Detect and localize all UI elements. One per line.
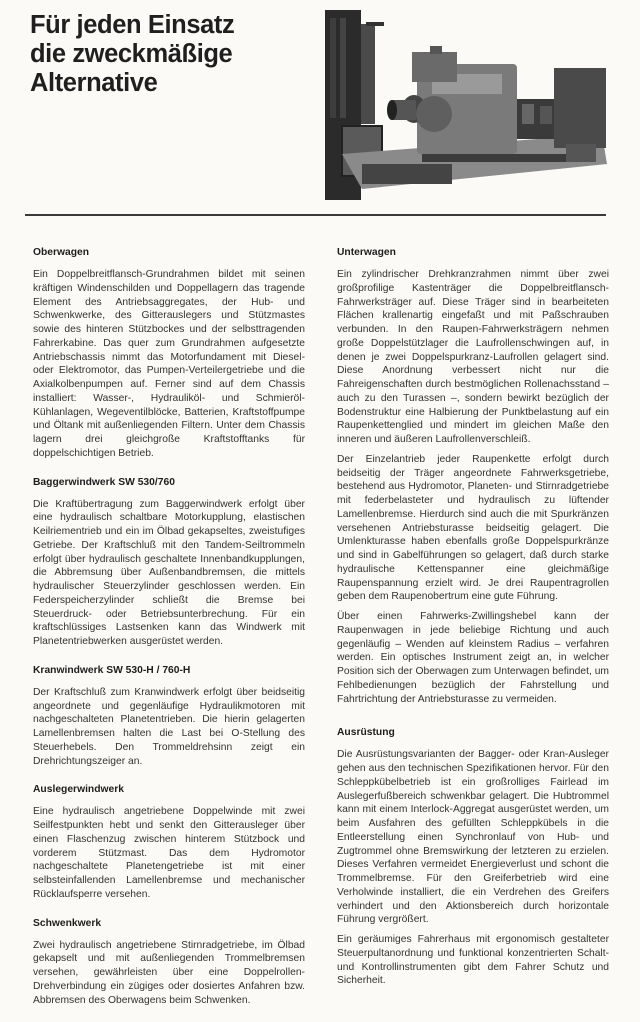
section-divider <box>25 214 606 216</box>
section-oberwagen <box>33 246 305 461</box>
section-auslegerwindwerk <box>33 783 305 901</box>
section-heading: Auslegerwindwerk <box>33 784 124 796</box>
title-line-3: Alternative <box>30 69 158 97</box>
section-heading: Unterwagen <box>337 247 396 258</box>
paragraph: Der Kraftschluß zum Kranwindwerk erfolgt über beidseitig angeordnete und gegenläufige Hydraulikmotoren mit nachgeschalteten Planetentrieben. Die hierin gelagerten Lamellenbremsen halten die Last bei O-Stellung des Steuerhebels. Den Trommeldrehsinn zeigt ein Drehrichtungszeiger an. <box>33 686 305 767</box>
section-heading: Oberwagen <box>33 247 90 258</box>
section-kranwindwerk <box>33 664 305 769</box>
engine-photo <box>322 4 612 202</box>
section-schwenkwerk <box>33 917 305 1008</box>
paragraph: Zwei hydraulisch angetriebene Stirnradgetriebe, im Ölbad gekapselt und mit außenliegenden Trommelbremsen versehen, gewährleisten über eine Doppelrollen-Drehverbindung ein zügiges oder dosiertes Anfahren bzw. Abbremsen des Oberwagens beim Schwenken. <box>33 939 305 1006</box>
title-line-2: die zweckmäßige <box>30 40 233 68</box>
section-ausruestung <box>337 726 609 988</box>
paragraph: Ein Doppelbreitflansch-Grundrahmen bildet mit seinen kräftigen Windenschilden und Doppellagern das tragende Element des Antriebsaggregates, der Hub- und Schwenkwerke, des Gitterauslegers und Stützmastes sowie des hinteren Stützbockes und der selbsttragenden Fahrerkabine. Das quer zum Grundrahmen aufgesetzte Antriebschassis nimmt das Motorfundament mit Diesel- oder Elektromotor, das Pumpen-Verteilergetriebe und die Axialkolbenpumpen auf. Ferner sind auf dem Chassis installiert: Wasser-, Hydrauliköl- und Schmieröl-Kühlanlagen, Wegeventilblöcke, Batterien, Kraftstoffpumpe und Öltank mit außenliegenden Filtern. Unter dem Chassis lagern drei gleichgroße Kraftstofftanks für doppelschichtigen Betrieb. <box>33 269 305 459</box>
paragraph: Ein geräumiges Fahrerhaus mit ergonomisch gestalteter Steuerpultanordnung und funktional konzentrierten Schalt- und Kontrollinstrumenten gibt dem Fahrer Schutz und Sicherheit. <box>337 934 609 987</box>
paragraph: Der Einzelantrieb jeder Raupenkette erfolgt durch beidseitig der Träger angeordnete Fahrwerksgetriebe, bestehend aus Hydromotor, Planeten- und Stirnradgetriebe mit federbelasteter und hydraulisch zu lüftender Lamellenbremse. Hierdurch sind auch die mit Spurkränzen versehenen Antriebsturasse beidseitig gelagert. Die Umlenkturasse haben ebenfalls große Doppelspurkränze und sind in Gabelführungen so gelagert, daß durch starke hydraulische Kettenspanner eine gleichmäßige Raupenspannung erzielt wird. Je drei Raupentragrollen geben dem Raupenobertrum eine gute Führung. <box>337 453 609 603</box>
paragraph: Eine hydraulisch angetriebene Doppelwinde mit zwei Seilfestpunkten hebt und senkt den Gitterausleger über einen Flaschenzug zwischen hinterem Stützbock und vorderem Stützmast. Das dem Hydromotor nachgeschaltete Planetengetriebe ist mit einer selbsteinfallenden Lamellenbremse und mechanischer Rücklaufsperre versehen. <box>33 806 305 900</box>
section-baggerwindwerk <box>33 476 305 649</box>
section-unterwagen <box>337 246 609 706</box>
section-heading: Ausrüstung <box>337 727 395 739</box>
paragraph: Die Ausrüstungsvarianten der Bagger- oder Kran-Ausleger gehen aus den technischen Spezifikationen hervor. Für den Schleppkübelbetrieb ist ein großrolliges Fairlead im Auslegerfußbereich schwenkbar gelagert. Die Hubtrommel kann mit einem Interlock-Aggregat ausgerüstet werden, um beim Ausfahren des gefüllten Schleppkübels in die Entleerstellung einen Synchronlauf von Hub- und Zugtrommel ohne Bremswirkung der letzteren zu erzielen. Dieses Verfahren vermeidet Energieverlust und schont die Trommelbremse. Für den Greiferbetrieb wird eine Verholwinde installiert, die ein Verdrehen des Greifers verhindert und den Aktionsbereich durch horizontale Führung vergrößert. <box>337 749 609 926</box>
section-heading: Schwenkwerk <box>33 917 102 929</box>
section-heading: Baggerwindwerk SW 530/760 <box>33 476 175 488</box>
paragraph: Ein zylindrischer Drehkranzrahmen nimmt über zwei großprofilige Kastenträger die Doppelbreitflansch-Fahrwerksträger auf. Diese Träger sind in bearbeiteten Flächen krallenartig eingefaßt und mit Paßschrauben verbunden. In den Raupen-Fahrwerksträgern nehmen große Doppelstützlager die Laufrollenschwingen auf, in denen je zwei Doppelspurkranz-Laufrollen gelagert sind. Diese Anordnung verbessert nicht nur die Fahreigenschaften durch bestmöglichen Rollenachsstand – auch zu den Turassen –, sondern bewirkt bezüglich der Bodenstruktur eine Halbierung der Punktbelastung auf ein Raupenkettenglied und mindert im gleichen Maße den inneren und äußeren Laufrollenverschleiß. <box>337 269 609 445</box>
title-line-1: Für jeden Einsatz <box>30 11 235 39</box>
paragraph: Über einen Fahrwerks-Zwillingshebel kann der Raupenwagen in jede beliebige Richtung und auch gegenläufig – Wenden auf kleinstem Radius – verfahren werden. Ein optisches Instrument zeigt an, in welcher Position sich der Oberwagen zum Unterwagen befindet, um Fehlbedienungen bezüglich der Fahrstellung und Fahrtrichtung der Antriebsturasse zu vermeiden. <box>337 611 609 705</box>
paragraph: Die Kraftübertragung zum Baggerwindwerk erfolgt über eine hydraulisch schaltbare Motorkupplung, elastischen Keilriementrieb und ein im Ölbad gekapseltes, zweistufiges Getriebe. Der Kraftschluß mit den Tandem-Seiltrommeln erfolgt über hydraulisch geschaltete Innenbandkupplungen, die Abbremsung über Außenbandbremsen, die mittels hydraulischer Steuerzylinder geschlossen werden. Ein Federspeicherzylinder schließt die Bremse bei Steuerdruck- oder Betriebsunterbrechung. Für ein kraftschlüssiges Lastsenken kann das Windwerk mit Planetentriebwerken ausgerüstet werden. <box>33 498 305 647</box>
right-column <box>337 246 609 1003</box>
left-column <box>33 246 305 1022</box>
section-heading: Kranwindwerk SW 530-H / 760-H <box>33 664 191 676</box>
page-title <box>30 11 290 98</box>
